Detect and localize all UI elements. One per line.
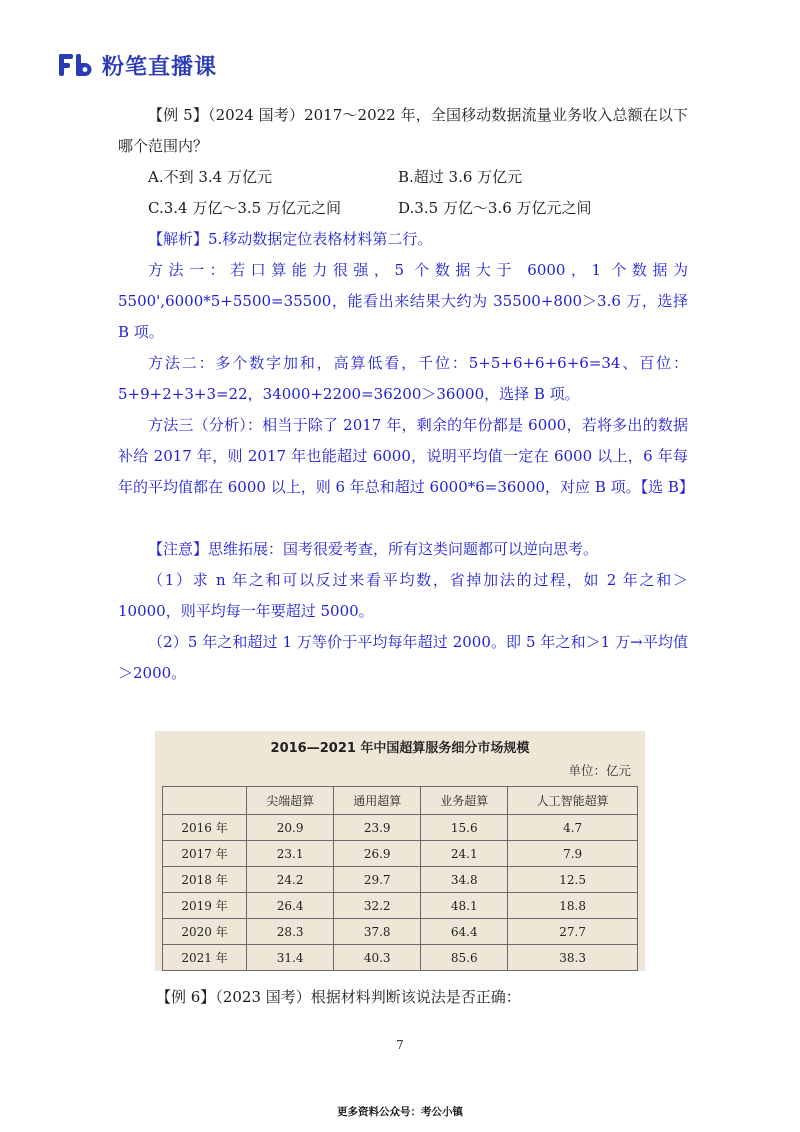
- table-cell: 34.8: [421, 867, 508, 893]
- method-1: 方法一：若口算能力很强，5 个数据大于 6000，1 个数据为 5500',6000*5+5500=35500，能看出来结果大约为 35500+800＞3.6 万，选择 B 项。: [118, 261, 688, 341]
- table-cell: 48.1: [421, 893, 508, 919]
- option-b: B.超过 3.6 万亿元: [398, 168, 523, 186]
- table-cell: 28.3: [247, 919, 334, 945]
- note-title: 【注意】思维拓展：国考很爱考查，所有这类问题都可以逆向思考。: [148, 540, 599, 558]
- main-content: [118, 100, 694, 689]
- options-row-1: [118, 162, 688, 193]
- table-cell: 26.4: [247, 893, 334, 919]
- table-cell: 20.9: [247, 815, 334, 841]
- table-header-row: [163, 787, 638, 815]
- table-cell: 2017 年: [163, 841, 247, 867]
- table-row: [163, 919, 638, 945]
- option-a: A.不到 3.4 万亿元: [148, 168, 272, 186]
- table-row: [163, 815, 638, 841]
- table-cell: 7.9: [508, 841, 638, 867]
- table-cell: 23.9: [334, 815, 421, 841]
- question-6-title: 【例 6】（2023 国考）根据材料判断该说法是否正确：: [156, 988, 521, 1006]
- market-size-table-figure: [155, 731, 645, 971]
- method-2: 方法二：多个数字加和，高算低看，千位：5+5+6+6+6+6=34、百位：5+9+2+3+3=22，34000+2200=36200＞36000，选择 B 项。: [118, 354, 688, 403]
- table-cell: 85.6: [421, 945, 508, 971]
- table-cell: 18.8: [508, 893, 638, 919]
- note-item-1: （1）求 n 年之和可以反过来看平均数，省掉加法的过程，如 2 年之和＞10000，则平均每一年要超过 5000。: [118, 571, 688, 620]
- header-cell: 通用超算: [334, 787, 421, 815]
- table-cell: 38.3: [508, 945, 638, 971]
- table-cell: 29.7: [334, 867, 421, 893]
- table-cell: 2016 年: [163, 815, 247, 841]
- table-cell: 12.5: [508, 867, 638, 893]
- header-cell: [163, 787, 247, 815]
- table-cell: 37.8: [334, 919, 421, 945]
- table-cell: 2018 年: [163, 867, 247, 893]
- header-cell: 人工智能超算: [508, 787, 638, 815]
- table-cell: 27.7: [508, 919, 638, 945]
- table-cell: 15.6: [421, 815, 508, 841]
- table-cell: 23.1: [247, 841, 334, 867]
- table-cell: 4.7: [508, 815, 638, 841]
- spacer: [118, 503, 688, 534]
- table-cell: 2021 年: [163, 945, 247, 971]
- analysis-title: 【解析】5.移动数据定位表格材料第二行。: [148, 230, 433, 248]
- table-row: [163, 893, 638, 919]
- page-number: 7: [396, 1038, 404, 1052]
- header-cell: 尖端超算: [247, 787, 334, 815]
- table-row: [163, 945, 638, 971]
- table-cell: 24.2: [247, 867, 334, 893]
- table-cell: 40.3: [334, 945, 421, 971]
- header-cell: 业务超算: [421, 787, 508, 815]
- table-cell: 2019 年: [163, 893, 247, 919]
- options-row-2: [118, 193, 688, 224]
- data-table: [162, 786, 638, 971]
- table-row: [163, 841, 638, 867]
- option-c: C.3.4 万亿～3.5 万亿元之间: [148, 199, 341, 217]
- question-5-title: 【例 5】（2024 国考）2017～2022 年，全国移动数据流量业务收入总额在以下哪个范围内？: [118, 106, 688, 155]
- table-cell: 24.1: [421, 841, 508, 867]
- note-item-2: （2）5 年之和超过 1 万等价于平均每年超过 2000。即 5 年之和＞1 万→平均值＞2000。: [118, 633, 688, 682]
- brand-logo: [58, 50, 217, 80]
- table-cell: 26.9: [334, 841, 421, 867]
- table-cell: 32.2: [334, 893, 421, 919]
- brand-name: 粉笔直播课: [102, 54, 218, 80]
- table-cell: 2020 年: [163, 919, 247, 945]
- method-3: 方法三（分析）：相当于除了 2017 年，剩余的年份都是 6000，若将多出的数据补给 2017 年，则 2017 年也能超过 6000，说明平均值一定在 6000 以上，6 年每年的平均值都在 6000 以上，则 6 年总和超过 6000*6=36000，对应 B 项。【选 B】: [118, 416, 694, 496]
- footer-text: 更多资料公众号：考公小镇: [337, 1106, 463, 1118]
- table-cell: 64.4: [421, 919, 508, 945]
- table-row: [163, 867, 638, 893]
- option-d: D.3.5 万亿～3.6 万亿元之间: [398, 199, 592, 217]
- table-title: 2016—2021 年中国超算服务细分市场规模: [270, 741, 530, 756]
- table-unit: 单位：亿元: [568, 763, 631, 778]
- fb-logo-icon: [58, 52, 94, 78]
- table-cell: 31.4: [247, 945, 334, 971]
